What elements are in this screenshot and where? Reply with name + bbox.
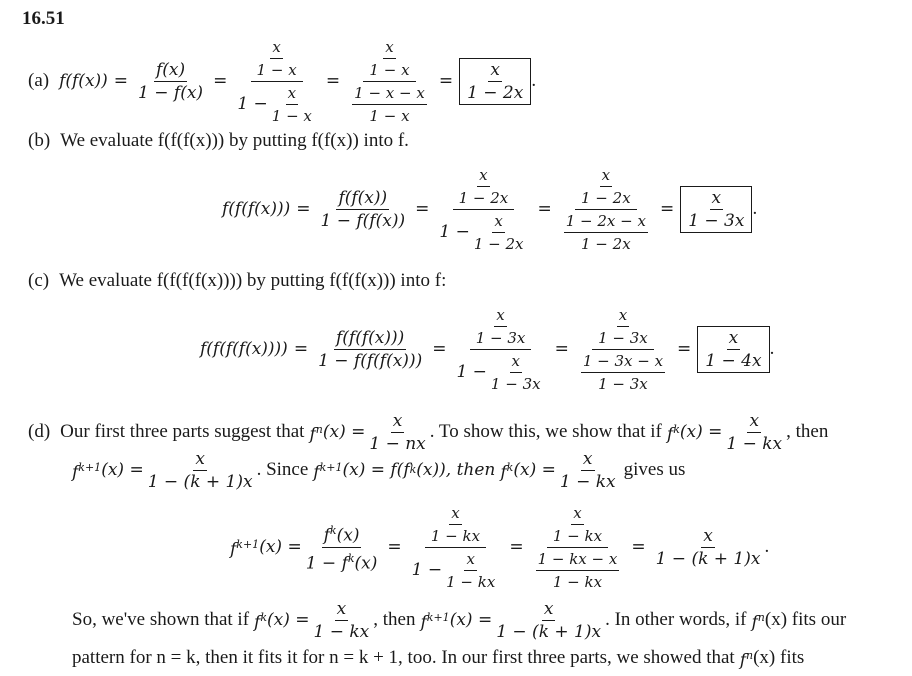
denominator-suffix: (x) [354, 553, 378, 574]
part-b-fraction-3 [560, 165, 652, 254]
numerator: x [582, 448, 593, 469]
superscript: k [347, 551, 355, 565]
superscript: k [329, 523, 337, 537]
denominator: 1 − nx [369, 433, 426, 454]
part-d-text: gives us [623, 459, 686, 480]
function-name: f [666, 424, 674, 445]
function-name: f [254, 612, 261, 633]
part-c-label: (c) [28, 270, 50, 291]
numerator: 1 − kx − x [536, 549, 620, 571]
superscript: k+1 [236, 537, 260, 551]
function-name: f [420, 612, 427, 633]
part-b-intro-text: We evaluate f(f(f(x))) by putting f(f(x)) into f. [60, 130, 409, 151]
function-arg: (x) = [267, 610, 310, 630]
part-d-text: (x) fits [753, 647, 805, 669]
function-name: f [309, 424, 316, 445]
superscript: n [757, 610, 765, 624]
denominator-prefix: 1 − [305, 553, 342, 574]
function-name: f [500, 462, 507, 483]
function-arg: (x) = f(f [342, 460, 410, 480]
function-name: f [323, 525, 330, 546]
numerator: x [617, 305, 629, 327]
denominator: 1 − 2x [458, 188, 509, 207]
function-name: f [230, 539, 237, 560]
numerator: x [449, 503, 461, 525]
part-d-para-2-line-1 [72, 598, 846, 642]
numerator: x [336, 598, 347, 619]
function-arg: (x) = [259, 537, 302, 557]
function-name: f [341, 553, 348, 574]
part-d-text: (x) fits our [764, 609, 847, 630]
denominator: 1 − 3x [598, 328, 648, 347]
denominator: 1 − (k + 1)x [496, 621, 602, 642]
numerator: f(f(x)) [338, 187, 388, 208]
numerator: 1 − 2x − x [564, 211, 648, 233]
numerator: x [392, 410, 403, 431]
denominator: 1 − kx [446, 572, 496, 591]
part-b-result-box [680, 186, 752, 233]
denominator: 1 − 4x [705, 350, 762, 371]
numerator: x [286, 83, 298, 105]
numerator: x [492, 211, 504, 233]
denominator-prefix: 1 − [237, 94, 268, 114]
denominator: 1 − kx [430, 526, 481, 545]
numerator: f(x) [155, 59, 186, 80]
denominator-prefix: 1 − [411, 560, 443, 580]
part-c-result-box [697, 326, 769, 373]
denominator: 1 − 3x [598, 374, 648, 393]
function-arg: (x) = [101, 460, 144, 480]
denominator: 1 − kx [552, 572, 603, 591]
part-c-intro-text: We evaluate f(f(f(f(x)))) by putting f(f(f(x))) into f: [59, 270, 447, 291]
denominator: 1 − kx [313, 621, 370, 642]
numerator: x [195, 448, 205, 469]
part-a-result-box [459, 58, 531, 105]
numerator: (x) [336, 525, 360, 546]
denominator-prefix: 1 − [456, 362, 487, 382]
numerator: x [703, 525, 713, 546]
numerator: x [490, 59, 500, 80]
superscript: k+1 [319, 460, 343, 474]
part-b-label: (b) [28, 130, 51, 151]
superscript: k [260, 610, 268, 624]
denominator: 1 − x [271, 106, 312, 125]
denominator: 1 − 2x [467, 82, 524, 103]
numerator: f(f(f(x))) [336, 327, 405, 348]
period: . [769, 338, 775, 359]
function-name: f [313, 462, 320, 483]
superscript: k [409, 463, 417, 476]
part-d-line-2 [72, 448, 685, 492]
function-arg: (x) = [513, 460, 556, 480]
numerator: x [571, 503, 583, 525]
superscript: k+1 [426, 610, 450, 624]
part-c-fraction-1 [316, 328, 424, 371]
denominator: 1 − x [369, 106, 410, 125]
part-d-fraction-4 [654, 526, 763, 569]
denominator: 1 − 2x [581, 234, 631, 253]
part-d-text: . To show this, we show that if [429, 421, 662, 442]
denominator: 1 − x [256, 60, 297, 79]
denominator: 1 − (k + 1)x [147, 471, 253, 492]
part-b-intro [28, 130, 409, 152]
part-d-text: , then [786, 421, 829, 442]
superscript: k [673, 422, 680, 436]
period: . [764, 536, 770, 557]
numerator: x [728, 327, 739, 348]
function-name: f [751, 612, 758, 633]
superscript: k [506, 460, 514, 474]
part-d-para-2-line-2 [72, 646, 804, 671]
period: . [752, 198, 758, 219]
part-c-intro [28, 270, 446, 292]
numerator: x [711, 187, 722, 208]
part-d-fraction-3 [532, 503, 624, 592]
part-a-fraction-3 [348, 37, 431, 126]
part-d-text: Our first three parts suggest that [60, 421, 305, 442]
part-a-fraction-2 [235, 37, 318, 126]
denominator: 1 − kx [559, 471, 616, 492]
denominator: 1 − x [369, 60, 410, 79]
function-arg: (x) = [322, 422, 366, 442]
numerator: 1 − 3x − x [581, 351, 665, 373]
part-b-lhs: f(f(f(x))) [222, 199, 291, 219]
denominator: 1 − f(f(f(x))) [318, 350, 423, 371]
part-c-fraction-2 [454, 305, 546, 394]
superscript: n [315, 422, 323, 436]
part-b-equation: f(f(f(x))) = $\frac{f(f(x))}{1 - f(f(x))}$ = $\frac{x}{1 - 2x}$ 1 − $\frac{x}{1 - 2x}$ = $\frac{\frac{x}{1 - 2x}}{\frac{1 - 2x - x}{1 - 2x}}$ = $\frac{x}{1 - 3x}$ . [222, 165, 758, 253]
part-d-text: , then [373, 609, 416, 630]
part-a: (a) f(f(x)) = $\frac{f(x)}{1 - f(x)}$ = $\frac{x}{1 - x}$ 1 − $\frac{x}{1 - x}$ = $\frac{\frac{x}{1 - x}}{\frac{1 - x - x}{1 - x}}$ = $\frac{x}{1 - 2x}$ . [28, 37, 537, 125]
denominator-prefix: 1 − [439, 222, 470, 242]
numerator: x [383, 37, 395, 59]
denominator: 1 − 2x [473, 234, 524, 253]
numerator: x [600, 165, 612, 187]
part-c-fraction-3 [577, 305, 669, 394]
part-a-lhs: f(f(x)) [59, 71, 108, 91]
part-a-label: (a) [28, 70, 50, 91]
denominator: 1 − 3x [688, 210, 745, 231]
numerator: x [749, 410, 760, 431]
equals-sign: = [113, 71, 129, 91]
numerator: x [543, 598, 554, 619]
numerator: x [464, 549, 476, 571]
part-d-equation: $f^{k+1}$ (x) = $\frac{f^k(x)}{1 - f^k(x)}$ = $\frac{x}{1 - kx}$ 1 − $\frac{x}{1 - kx}$ = $\frac{\frac{x}{1 - kx}}{\frac{1 - kx - x}{1 - kx}}$ = $\frac{x}{1 - (k + 1)x}$ . [230, 503, 770, 591]
function-arg: (x) = [679, 422, 723, 442]
denominator: 1 − f(f(x)) [320, 210, 406, 231]
function-name: f [72, 462, 79, 483]
part-d-text: . In other words, if [605, 609, 747, 630]
denominator: 1 − 2x [581, 188, 631, 207]
period: . [531, 70, 537, 91]
numerator: x [494, 305, 506, 327]
part-d-label: (d) [28, 421, 51, 442]
numerator: 1 − x − x [352, 83, 427, 105]
part-d-fraction-1 [304, 521, 380, 573]
part-c-equation: f(f(f(f(x)))) = $\frac{f(f(f(x)))}{1 - f(f(f(x)))}$ = $\frac{x}{1 - 3x}$ 1 − $\frac{x}{1 - 3x}$ = $\frac{\frac{x}{1 - 3x}}{\frac{1 - 3x - x}{1 - 3x}}$ = $\frac{x}{1 - 4x}$ . [200, 305, 775, 393]
denominator: 1 − (k + 1)x [655, 548, 761, 569]
superscript: k+1 [78, 460, 102, 474]
part-d-text: So, we've shown that if [72, 609, 250, 630]
function-arg: (x) = [449, 610, 493, 630]
denominator: 1 − 3x [475, 328, 526, 347]
part-d-fraction-2 [410, 503, 502, 592]
part-b-fraction-1 [319, 188, 408, 231]
part-b-fraction-2 [437, 165, 529, 254]
superscript: n [746, 649, 754, 662]
part-d-text: . Since [256, 459, 309, 480]
numerator: x [477, 165, 489, 187]
part-a-fraction-1 [136, 60, 205, 103]
problem-number: 16.51 [22, 8, 65, 29]
denominator: 1 − kx [552, 526, 603, 545]
denominator: 1 − kx [726, 433, 783, 454]
function-name: f [739, 650, 746, 671]
numerator: x [510, 351, 522, 373]
denominator: 1 − f(x) [138, 82, 204, 103]
part-d-text: pattern for n = k, then it fits it for n = k + 1, too. In our first three parts, we showed that [72, 647, 735, 669]
function-arg: (x)), then [416, 460, 496, 480]
part-c-lhs: f(f(f(f(x)))) [200, 339, 288, 359]
denominator: 1 − 3x [490, 374, 541, 393]
numerator: x [270, 37, 282, 59]
